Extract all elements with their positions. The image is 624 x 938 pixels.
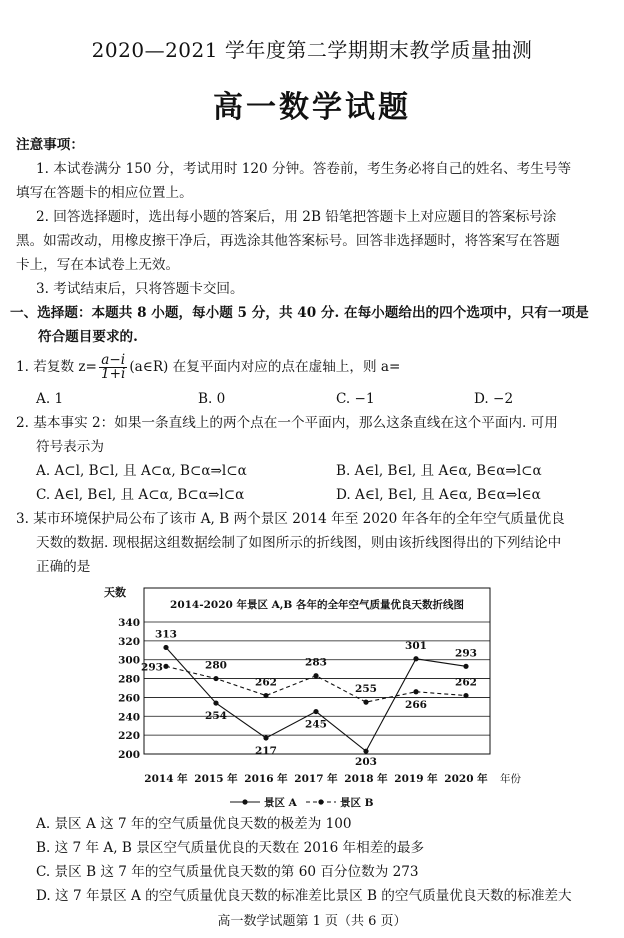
question-1-fraction-denominator: 1+i xyxy=(100,366,126,382)
notice-line-1b: 填写在答题卡的相应位置上。 xyxy=(16,185,193,201)
y-axis-label: 天数 xyxy=(104,586,126,599)
series-b-data-label: 280 xyxy=(205,659,227,672)
legend-a-marker xyxy=(242,799,247,804)
series-b-point xyxy=(163,664,168,669)
series-a-data-label: 245 xyxy=(305,718,327,731)
question-1-suffix: (a∈R) 在复平面内对应的点在虚轴上，则 a= xyxy=(129,359,401,375)
question-1-fraction-numerator: a−i xyxy=(99,354,127,368)
y-tick-label: 280 xyxy=(118,673,140,686)
x-tick-label: 2014 年 xyxy=(144,773,188,785)
series-a-data-label: 217 xyxy=(255,744,277,757)
question-1-option-d: D. −2 xyxy=(474,391,514,407)
series-b-data-label: 262 xyxy=(455,676,477,689)
series-b-point xyxy=(413,689,418,694)
notice-line-1a: 1. 本试卷满分 150 分，考试用时 120 分钟。答卷前，考生务必将自己的姓名、考生号等 xyxy=(36,161,572,177)
question-3-line-1: 3. 某市环境保护局公布了该市 A, B 两个景区 2014 年至 2020 年各年的全年空气质量优良 xyxy=(16,511,565,527)
x-axis-label: 年份 xyxy=(500,773,521,785)
notice-line-3: 3. 考试结束后，只将答题卡交回。 xyxy=(36,281,244,297)
series-b-point xyxy=(463,693,468,698)
question-2-line-1: 2. 基本事实 2：如果一条直线上的两个点在一个平面内，那么这条直线在这个平面内. 可用 xyxy=(16,415,558,431)
series-b-data-label: 266 xyxy=(405,698,427,711)
question-3-option-a: A. 景区 A 这 7 年的空气质量优良天数的极差为 100 xyxy=(36,816,352,832)
y-tick-label: 340 xyxy=(118,617,140,629)
y-tick-label: 200 xyxy=(118,749,140,761)
y-tick-label: 320 xyxy=(118,635,140,648)
series-a-point xyxy=(463,664,468,669)
series-a-data-label: 203 xyxy=(355,756,377,769)
question-1-option-c: C. −1 xyxy=(336,391,375,407)
exam-title: 高一数学试题 xyxy=(213,90,411,125)
series-b-data-label: 255 xyxy=(355,683,377,696)
question-3-option-b: B. 这 7 年 A, B 景区空气质量优良的天数在 2016 年相差的最多 xyxy=(36,840,425,856)
series-a-point xyxy=(213,700,218,705)
page-footer: 高一数学试题第 1 页（共 6 页） xyxy=(217,914,407,929)
series-a-point xyxy=(163,645,168,650)
series-a-point xyxy=(363,749,368,754)
series-b-point xyxy=(213,676,218,681)
series-b-data-label: 262 xyxy=(255,676,277,689)
question-2-option-d: D. A∈l, B∈l, 且 A∈α, B∈α⇒l∈α xyxy=(336,487,541,503)
x-tick-label: 2020 年 xyxy=(444,773,488,785)
chart-title: 2014-2020 年景区 A,B 各年的全年空气质量优良天数折线图 xyxy=(170,599,464,611)
notice-line-2c: 卡上，写在本试卷上无效。 xyxy=(16,257,180,273)
question-1-fraction xyxy=(99,354,127,381)
series-a-point xyxy=(413,656,418,661)
question-3-option-c: C. 景区 B 这 7 年的空气质量优良天数的第 60 百分位数为 273 xyxy=(36,864,419,880)
question-3-line-3: 正确的是 xyxy=(36,559,91,575)
series-a-data-label: 254 xyxy=(205,710,227,723)
series-a-data-label: 301 xyxy=(405,639,427,652)
exam-subtitle: 2020—2021 学年度第二学期期末教学质量抽测 xyxy=(91,38,533,62)
y-tick-label: 240 xyxy=(118,711,140,724)
notice-line-2b: 黑。如需改动，用橡皮擦干净后，再选涂其他答案标号。回答非选择题时，将答案写在答题 xyxy=(16,233,560,249)
section-heading-line-2: 符合题目要求的. xyxy=(38,329,138,345)
y-tick-label: 300 xyxy=(118,654,140,667)
series-b-point xyxy=(363,700,368,705)
series-b-point xyxy=(313,673,318,678)
notice-line-2a: 2. 回答选择题时，选出每小题的答案后，用 2B 铅笔把答题卡上对应题目的答案标号涂 xyxy=(36,209,557,225)
notice-heading: 注意事项： xyxy=(16,137,84,153)
question-2-option-c: C. A∈l, B∈l, 且 A⊂α, B⊂α⇒l⊂α xyxy=(36,487,245,503)
question-1-option-b: B. 0 xyxy=(198,391,226,407)
x-tick-label: 2019 年 xyxy=(394,773,438,785)
series-b-point xyxy=(263,693,268,698)
question-2-option-a: A. A⊂l, B⊂l, 且 A⊂α, B⊂α⇒l⊂α xyxy=(36,463,247,479)
x-tick-label: 2018 年 xyxy=(344,773,388,785)
x-tick-label: 2017 年 xyxy=(294,773,338,785)
question-3-line-2: 天数的数据. 现根据这组数据绘制了如图所示的折线图，则由该折线图得出的下列结论中 xyxy=(36,535,562,551)
y-tick-label: 220 xyxy=(118,730,140,743)
question-1-stem xyxy=(16,354,400,381)
question-2-line-2: 符号表示为 xyxy=(36,439,104,455)
x-tick-label: 2015 年 xyxy=(194,773,238,785)
legend-b-marker xyxy=(318,799,323,804)
section-heading-line-1: 一、选择题：本题共 8 小题，每小题 5 分，共 40 分. 在每小题给出的四个选项中，只有一项是 xyxy=(10,305,589,321)
series-b-data-label: 293 xyxy=(141,661,163,674)
series-a-data-label: 293 xyxy=(455,647,477,660)
question-1-option-a: A. 1 xyxy=(36,391,64,407)
legend-b-label: 景区 B xyxy=(340,797,374,809)
question-1-prefix: 1. 若复数 z= xyxy=(16,359,97,375)
series-b-data-label: 283 xyxy=(305,656,327,669)
question-3-option-d: D. 这 7 年景区 A 的空气质量优良天数的标准差比景区 B 的空气质量优良天数的标准差大 xyxy=(36,888,572,904)
series-a-point xyxy=(263,735,268,740)
x-tick-label: 2016 年 xyxy=(244,773,288,785)
series-a-point xyxy=(313,709,318,714)
question-2-option-b: B. A∈l, B∈l, 且 A∈α, B∈α⇒l⊂α xyxy=(336,463,542,479)
legend-a-label: 景区 A xyxy=(264,797,297,809)
y-tick-label: 260 xyxy=(118,692,140,705)
chart-labels xyxy=(104,585,521,809)
line-chart xyxy=(100,582,540,812)
series-a-data-label: 313 xyxy=(155,628,177,641)
